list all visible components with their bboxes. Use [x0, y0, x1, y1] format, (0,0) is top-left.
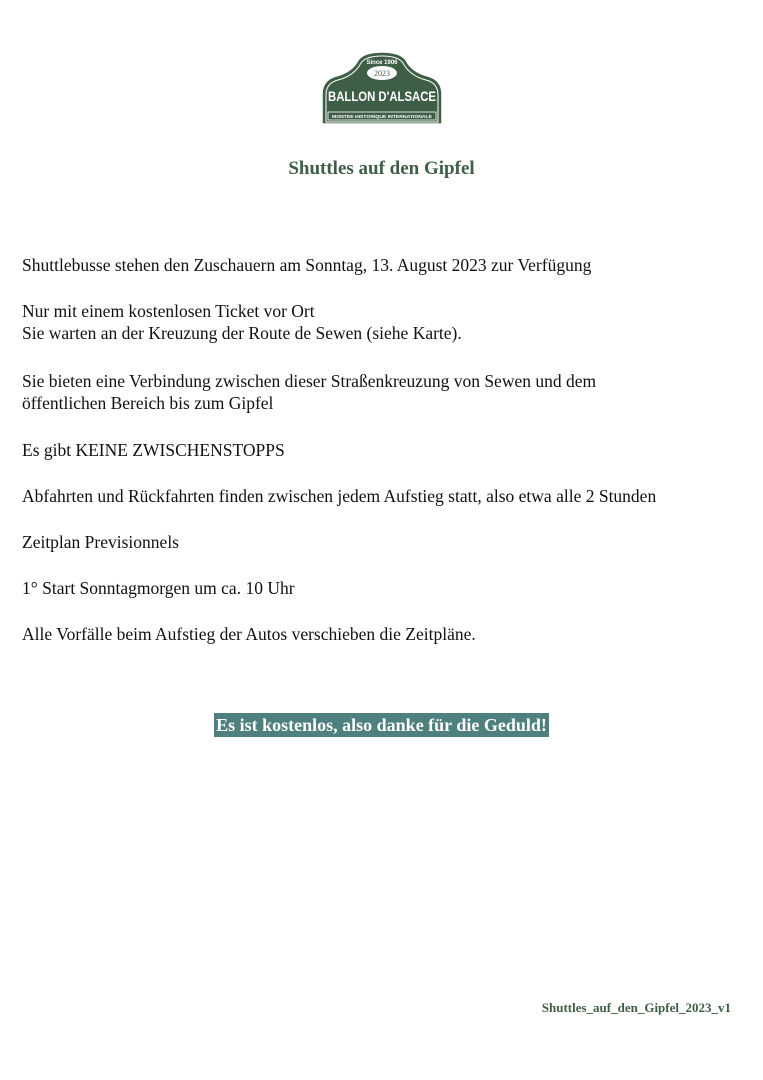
paragraph-incidents: Alle Vorfälle beim Aufstieg der Autos verschieben die Zeitpläne. — [22, 624, 476, 644]
paragraph-ticket-line2: Sie warten an der Kreuzung der Route de Sewen (siehe Karte). — [22, 323, 462, 343]
highlight-container — [0, 713, 763, 737]
page-title: Shuttles auf den Gipfel — [288, 158, 475, 179]
ballon-dalsace-logo — [318, 50, 446, 126]
paragraph-connection-line2: öffentlichen Bereich bis zum Gipfel — [22, 393, 274, 413]
paragraph-departures: Abfahrten und Rückfahrten finden zwischen jedem Aufstieg statt, also etwa alle 2 Stunden — [22, 486, 657, 506]
document-footer-filename: Shuttles_auf_den_Gipfel_2023_v1 — [541, 1000, 731, 1015]
logo-since-text: Since 1906 — [366, 60, 398, 66]
paragraph-no-stops: Es gibt KEINE ZWISCHENSTOPPS — [22, 440, 285, 460]
paragraph-first-start: 1° Start Sonntagmorgen um ca. 10 Uhr — [22, 578, 295, 598]
logo-subtitle-text: MONTEE HISTORIQUE INTERNATIONALE — [332, 114, 433, 119]
paragraph-ticket-line1: Nur mit einem kostenlosen Ticket vor Ort — [22, 301, 315, 321]
paragraph-ticket — [22, 300, 742, 344]
highlight-free-notice: Es ist kostenlos, also danke für die Geduld! — [216, 715, 547, 735]
paragraph-availability: Shuttlebusse stehen den Zuschauern am Sonntag, 13. August 2023 zur Verfügung — [22, 255, 592, 275]
logo-year-text: 2023 — [374, 69, 390, 78]
paragraph-connection — [22, 370, 742, 414]
paragraph-connection-line1: Sie bieten eine Verbindung zwischen dieser Straßenkreuzung von Sewen und dem — [22, 371, 597, 391]
paragraph-schedule-heading: Zeitplan Previsionnels — [22, 532, 179, 552]
logo-name-text: BALLON D'ALSACE — [328, 89, 436, 104]
